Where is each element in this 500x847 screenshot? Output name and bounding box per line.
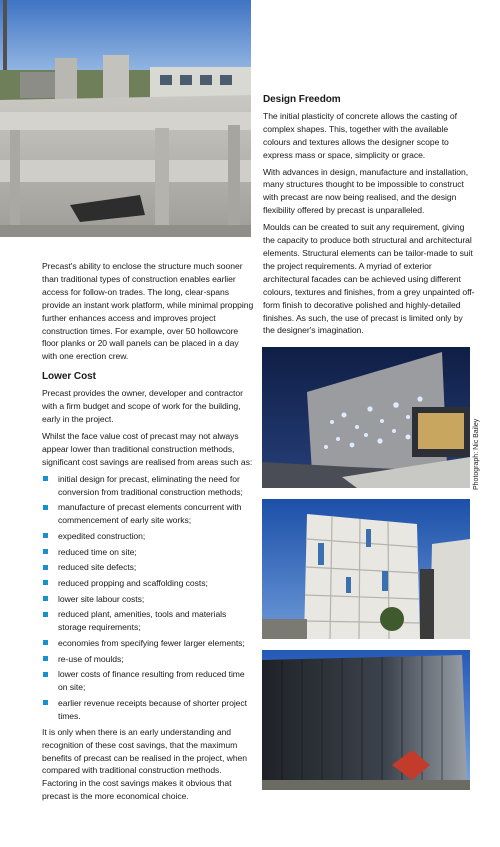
list-item: re-use of moulds; (42, 653, 254, 666)
bullet-square-icon (43, 580, 48, 585)
lower-cost-heading: Lower Cost (42, 371, 96, 383)
bullet-square-icon (43, 640, 48, 645)
design-freedom-section (263, 94, 475, 341)
lower-cost-closing-paragraph: It is only when there is an early understanding and recognition of these cost savings, that the maximum benefits of precast can be realised in the project, when compared with traditional construction methods. Factoring in the cost savings makes it obvious that precast is the more economical choice. (42, 726, 248, 802)
bullet-square-icon (43, 549, 48, 554)
design-freedom-heading: Design Freedom (263, 94, 341, 105)
bullet-square-icon (43, 612, 48, 617)
white-panel-building-photo (262, 499, 470, 639)
list-item: expedited construction; (42, 530, 254, 543)
list-item: lower site labour costs; (42, 593, 254, 606)
lower-cost-paragraph: Whilst the face value cost of precast may not always appear lower than traditional construction methods, significant cost savings are realised from areas such as: (42, 430, 253, 467)
list-item: lower costs of finance resulting from reduced time on site; (42, 668, 254, 694)
left-column-text (42, 260, 254, 807)
list-item: economies from specifying fewer larger elements; (42, 637, 254, 650)
list-item: initial design for precast, eliminating the need for conversion from traditional construction methods; (42, 473, 254, 499)
night-facade-photo (262, 347, 470, 488)
list-item: reduced plant, amenities, tools and materials storage requirements; (42, 608, 254, 634)
bullet-square-icon (43, 700, 48, 705)
design-freedom-paragraph: Moulds can be created to suit any requirement, giving the capacity to produce both structural and architectural elements. Structural elements can be tailor-made to suit the project requirements. A myriad of exterior architectural facades can be achieved using different colours, textures and finishes, from a grey unpainted off-form finish to decorative polished and highly-detailed finishes. As such, the use of precast is limited only by the designer's imagination. (263, 222, 475, 336)
list-item: earlier revenue receipts because of shorter project times. (42, 697, 254, 723)
photo-credit: Photograph: Nic Bailey (473, 418, 480, 490)
cost-savings-list (42, 473, 254, 723)
bullet-square-icon (43, 505, 48, 510)
intro-paragraph: Precast's ability to enclose the structure much sooner than traditional types of construction enables earlier access for follow-on trades. The long, clear-spans provide an instant work platform, while minimal propping further enhances access and improves project construction times. For example, over 50 hollowcore floor planks or 20 wall panels can be placed in a day with one erection crew. (42, 261, 254, 362)
list-item: manufacture of precast elements concurrent with commencement of early site works; (42, 501, 254, 527)
bullet-square-icon (43, 476, 48, 481)
design-freedom-paragraph: The initial plasticity of concrete allows the casting of complex shapes. This, together with the available colours and textures allows the designer scope to express mass or space, simplicity or grace. (263, 110, 457, 160)
bullet-square-icon (43, 565, 48, 570)
list-item: reduced propping and scaffolding costs; (42, 577, 254, 590)
design-freedom-paragraph: With advances in design, manufacture and installation, many structures thought to be impossible to construct with precast are now being realised, and the design flexibility offered by precast is unparalleled. (263, 166, 469, 216)
bullet-square-icon (43, 656, 48, 661)
bullet-square-icon (43, 596, 48, 601)
bullet-square-icon (43, 533, 48, 538)
construction-site-photo (0, 0, 251, 237)
lower-cost-paragraph: Precast provides the owner, developer and contractor with a firm budget and scope of work for the building, early in the project. (42, 388, 243, 424)
list-item: reduced site defects; (42, 561, 254, 574)
list-item: reduced time on site; (42, 546, 254, 559)
dark-facade-photo (262, 650, 470, 790)
bullet-square-icon (43, 672, 48, 677)
